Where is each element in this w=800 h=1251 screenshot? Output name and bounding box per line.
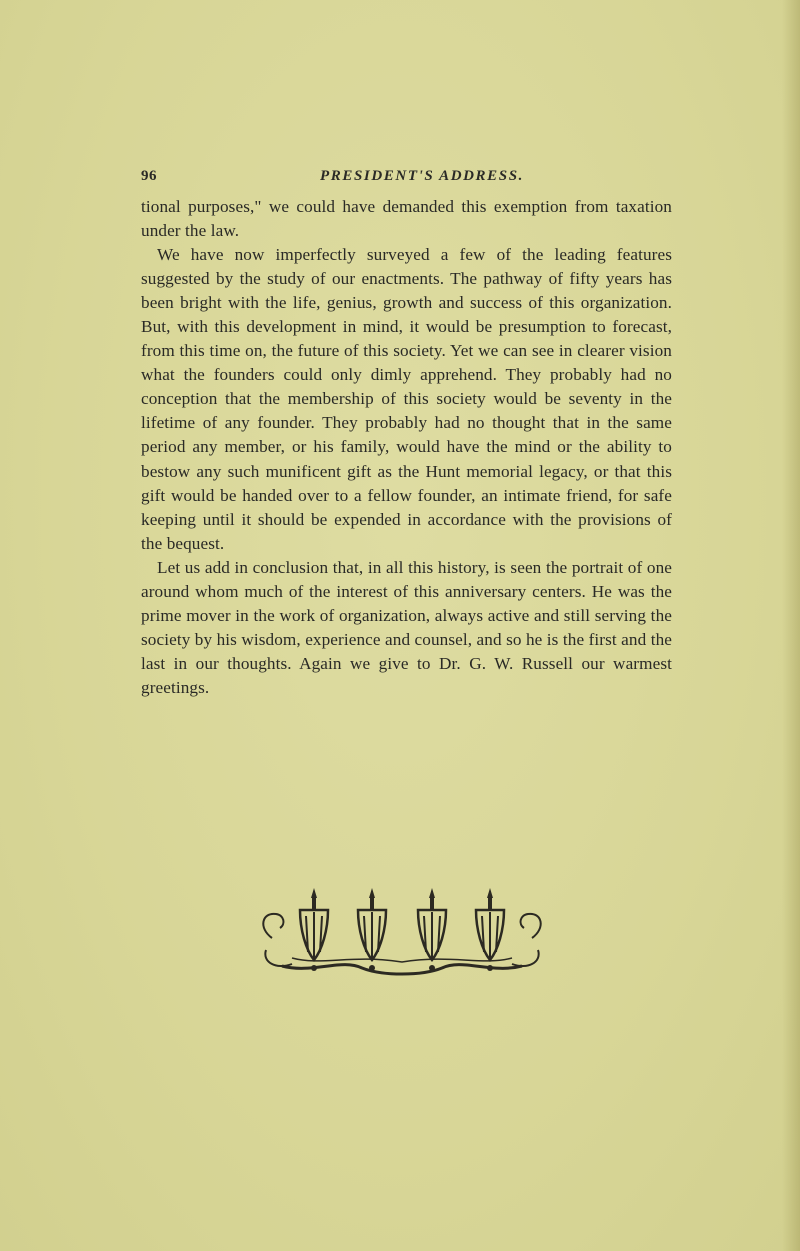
body-text (141, 195, 672, 700)
paragraph-conclusion: Let us add in conclusion that, in all this history, is seen the portrait of one around whom much of the interest of this anniversary centers. He was the prime mover in the work of organization, always active and still serving the society by his wisdom, experience and counsel, and so he is the first and the last in our thoughts. Again we give to Dr. G. W. Russell our warmest greetings. (141, 557, 672, 697)
page-edge-shadow (782, 0, 800, 1251)
torch-ornament-icon (252, 888, 552, 976)
paragraph-continuation: tional purposes," we could have demanded this exemption from taxation under the law. (141, 197, 672, 241)
paragraph-survey: We have now imperfectly surveyed a few of the leading features suggested by the study of our enactments. The pathway of fifty years has been bright with the life, genius, growth and success of this organization. But, with this development in mind, it would be presumption to forecast, from this time on, the future of this society. Yet we can see in clearer vision what the founders could only dimly apprehend. They probably had no conception that the membership of this society would be seventy in the lifetime of any founder. They probably had no thought that in the same period any member, or his family, would have the mind or the ability to bestow any such munificent gift as the Hunt memorial legacy, or that this gift would be handed over to a fellow founder, an intimate friend, for safe keeping until it should be expended in accordance with the provisions of the bequest. (141, 245, 672, 553)
running-head-title: PRESIDENT'S ADDRESS. (320, 168, 525, 184)
running-head (141, 168, 671, 188)
page-number: 96 (141, 168, 157, 184)
